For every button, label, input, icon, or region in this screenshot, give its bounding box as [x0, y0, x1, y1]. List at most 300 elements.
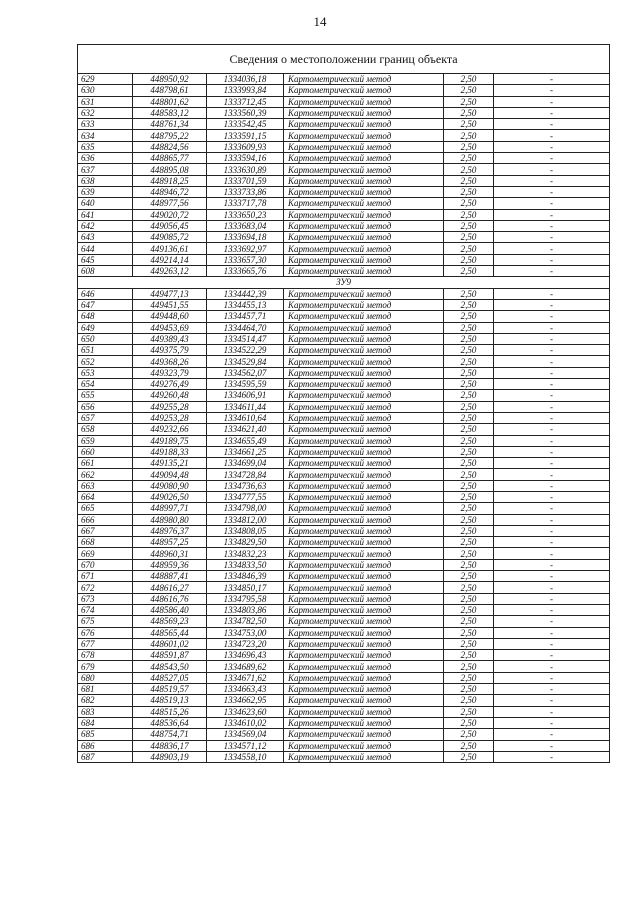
method-cell: Картометрический метод	[284, 582, 444, 593]
table-row	[78, 446, 610, 457]
x-coordinate-cell: 449026,50	[133, 491, 207, 502]
y-coordinate-cell: 1334571,12	[207, 740, 284, 751]
description-cell: -	[494, 469, 610, 480]
x-coordinate-cell: 448616,76	[133, 593, 207, 604]
y-coordinate-cell: 1333665,76	[207, 266, 284, 277]
point-number-cell: 655	[78, 390, 133, 401]
method-cell: Картометрический метод	[284, 604, 444, 615]
x-coordinate-cell: 448903,19	[133, 751, 207, 762]
description-cell: -	[494, 254, 610, 265]
description-cell: -	[494, 412, 610, 423]
table-row	[78, 650, 610, 661]
accuracy-cell: 2,50	[444, 717, 494, 728]
y-coordinate-cell: 1333733,86	[207, 186, 284, 197]
accuracy-cell: 2,50	[444, 661, 494, 672]
point-number-cell: 686	[78, 740, 133, 751]
point-number-cell: 654	[78, 379, 133, 390]
x-coordinate-cell: 448801,62	[133, 96, 207, 107]
method-cell: Картометрический метод	[284, 85, 444, 96]
point-number-cell: 683	[78, 706, 133, 717]
y-coordinate-cell: 1334562,07	[207, 367, 284, 378]
table-row	[78, 209, 610, 220]
y-coordinate-cell: 1334795,58	[207, 593, 284, 604]
description-cell: -	[494, 356, 610, 367]
point-number-cell: 651	[78, 345, 133, 356]
accuracy-cell: 2,50	[444, 186, 494, 197]
description-cell: -	[494, 537, 610, 548]
accuracy-cell: 2,50	[444, 684, 494, 695]
x-coordinate-cell: 448515,26	[133, 706, 207, 717]
accuracy-cell: 2,50	[444, 638, 494, 649]
description-cell: -	[494, 650, 610, 661]
point-number-cell: 631	[78, 96, 133, 107]
point-number-cell: 647	[78, 299, 133, 310]
x-coordinate-cell: 448960,31	[133, 548, 207, 559]
accuracy-cell: 2,50	[444, 153, 494, 164]
table-row	[78, 85, 610, 96]
accuracy-cell: 2,50	[444, 435, 494, 446]
point-number-cell: 687	[78, 751, 133, 762]
point-number-cell: 634	[78, 130, 133, 141]
x-coordinate-cell: 448976,37	[133, 525, 207, 536]
x-coordinate-cell: 448946,72	[133, 186, 207, 197]
table-row	[78, 254, 610, 265]
x-coordinate-cell: 448836,17	[133, 740, 207, 751]
table-row	[78, 751, 610, 762]
accuracy-cell: 2,50	[444, 333, 494, 344]
point-number-cell: 665	[78, 503, 133, 514]
method-cell: Картометрический метод	[284, 266, 444, 277]
x-coordinate-cell: 448543,50	[133, 661, 207, 672]
table-row	[78, 153, 610, 164]
accuracy-cell: 2,50	[444, 514, 494, 525]
table-row	[78, 243, 610, 254]
description-cell: -	[494, 503, 610, 514]
table-row	[78, 638, 610, 649]
accuracy-cell: 2,50	[444, 379, 494, 390]
method-cell: Картометрический метод	[284, 74, 444, 85]
x-coordinate-cell: 448798,61	[133, 85, 207, 96]
y-coordinate-cell: 1334569,04	[207, 729, 284, 740]
description-cell: -	[494, 695, 610, 706]
accuracy-cell: 2,50	[444, 729, 494, 740]
method-cell: Картометрический метод	[284, 232, 444, 243]
method-cell: Картометрический метод	[284, 164, 444, 175]
accuracy-cell: 2,50	[444, 616, 494, 627]
method-cell: Картометрический метод	[284, 367, 444, 378]
description-cell: -	[494, 751, 610, 762]
description-cell: -	[494, 153, 610, 164]
accuracy-cell: 2,50	[444, 458, 494, 469]
y-coordinate-cell: 1334689,62	[207, 661, 284, 672]
description-cell: -	[494, 672, 610, 683]
table-row	[78, 424, 610, 435]
description-cell: -	[494, 379, 610, 390]
x-coordinate-cell: 449094,48	[133, 469, 207, 480]
accuracy-cell: 2,50	[444, 627, 494, 638]
description-cell: -	[494, 424, 610, 435]
method-cell: Картометрический метод	[284, 672, 444, 683]
accuracy-cell: 2,50	[444, 571, 494, 582]
method-cell: Картометрический метод	[284, 525, 444, 536]
point-number-cell: 650	[78, 333, 133, 344]
point-number-cell: 630	[78, 85, 133, 96]
y-coordinate-cell: 1333712,45	[207, 96, 284, 107]
table-row	[78, 175, 610, 186]
accuracy-cell: 2,50	[444, 491, 494, 502]
table-row	[78, 356, 610, 367]
accuracy-cell: 2,50	[444, 141, 494, 152]
description-cell: -	[494, 209, 610, 220]
method-cell: Картометрический метод	[284, 458, 444, 469]
table-row	[78, 627, 610, 638]
table-row	[78, 458, 610, 469]
point-number-cell: 632	[78, 107, 133, 118]
y-coordinate-cell: 1334699,04	[207, 458, 284, 469]
method-cell: Картометрический метод	[284, 254, 444, 265]
x-coordinate-cell: 449020,72	[133, 209, 207, 220]
point-number-cell: 660	[78, 446, 133, 457]
point-number-cell: 659	[78, 435, 133, 446]
accuracy-cell: 2,50	[444, 751, 494, 762]
y-coordinate-cell: 1333560,39	[207, 107, 284, 118]
accuracy-cell: 2,50	[444, 525, 494, 536]
point-number-cell: 671	[78, 571, 133, 582]
point-number-cell: 681	[78, 684, 133, 695]
method-cell: Картометрический метод	[284, 503, 444, 514]
y-coordinate-cell: 1333594,16	[207, 153, 284, 164]
y-coordinate-cell: 1334671,62	[207, 672, 284, 683]
y-coordinate-cell: 1334812,00	[207, 514, 284, 525]
table-row	[78, 412, 610, 423]
accuracy-cell: 2,50	[444, 469, 494, 480]
x-coordinate-cell: 448918,25	[133, 175, 207, 186]
x-coordinate-cell: 448527,05	[133, 672, 207, 683]
accuracy-cell: 2,50	[444, 322, 494, 333]
x-coordinate-cell: 448536,64	[133, 717, 207, 728]
point-number-cell: 675	[78, 616, 133, 627]
x-coordinate-cell: 449214,14	[133, 254, 207, 265]
accuracy-cell: 2,50	[444, 164, 494, 175]
accuracy-cell: 2,50	[444, 650, 494, 661]
table-title: Сведения о местоположении границ объекта	[78, 45, 610, 74]
method-cell: Картометрический метод	[284, 616, 444, 627]
point-number-cell: 663	[78, 480, 133, 491]
y-coordinate-cell: 1334457,71	[207, 311, 284, 322]
y-coordinate-cell: 1334728,84	[207, 469, 284, 480]
y-coordinate-cell: 1334782,50	[207, 616, 284, 627]
table-row	[78, 559, 610, 570]
point-number-cell: 670	[78, 559, 133, 570]
description-cell: -	[494, 446, 610, 457]
y-coordinate-cell: 1333717,78	[207, 198, 284, 209]
x-coordinate-cell: 449189,75	[133, 435, 207, 446]
y-coordinate-cell: 1334850,17	[207, 582, 284, 593]
table-row	[78, 288, 610, 299]
description-cell: -	[494, 740, 610, 751]
method-cell: Картометрический метод	[284, 661, 444, 672]
description-cell: -	[494, 322, 610, 333]
x-coordinate-cell: 449136,61	[133, 243, 207, 254]
y-coordinate-cell: 1333683,04	[207, 220, 284, 231]
accuracy-cell: 2,50	[444, 232, 494, 243]
description-cell: -	[494, 627, 610, 638]
point-number-cell: 661	[78, 458, 133, 469]
method-cell: Картометрический метод	[284, 175, 444, 186]
method-cell: Картометрический метод	[284, 141, 444, 152]
method-cell: Картометрический метод	[284, 435, 444, 446]
description-cell: -	[494, 130, 610, 141]
x-coordinate-cell: 448591,87	[133, 650, 207, 661]
description-cell: -	[494, 559, 610, 570]
table-row	[78, 220, 610, 231]
x-coordinate-cell: 448616,27	[133, 582, 207, 593]
point-number-cell: 633	[78, 119, 133, 130]
y-coordinate-cell: 1334833,50	[207, 559, 284, 570]
point-number-cell: 673	[78, 593, 133, 604]
point-number-cell: 685	[78, 729, 133, 740]
y-coordinate-cell: 1333657,30	[207, 254, 284, 265]
method-cell: Картометрический метод	[284, 740, 444, 751]
x-coordinate-cell: 448586,40	[133, 604, 207, 615]
point-number-cell: 644	[78, 243, 133, 254]
y-coordinate-cell: 1334832,23	[207, 548, 284, 559]
table-row	[78, 740, 610, 751]
description-cell: -	[494, 458, 610, 469]
y-coordinate-cell: 1334808,05	[207, 525, 284, 536]
accuracy-cell: 2,50	[444, 548, 494, 559]
x-coordinate-cell: 448601,02	[133, 638, 207, 649]
table-row	[78, 367, 610, 378]
accuracy-cell: 2,50	[444, 367, 494, 378]
y-coordinate-cell: 1333692,97	[207, 243, 284, 254]
method-cell: Картометрический метод	[284, 220, 444, 231]
accuracy-cell: 2,50	[444, 390, 494, 401]
description-cell: -	[494, 220, 610, 231]
description-cell: -	[494, 548, 610, 559]
method-cell: Картометрический метод	[284, 650, 444, 661]
description-cell: -	[494, 684, 610, 695]
description-cell: -	[494, 593, 610, 604]
point-number-cell: 658	[78, 424, 133, 435]
y-coordinate-cell: 1333630,89	[207, 164, 284, 175]
y-coordinate-cell: 1334736,63	[207, 480, 284, 491]
x-coordinate-cell: 448977,56	[133, 198, 207, 209]
accuracy-cell: 2,50	[444, 299, 494, 310]
accuracy-cell: 2,50	[444, 254, 494, 265]
x-coordinate-cell: 448959,36	[133, 559, 207, 570]
x-coordinate-cell: 449188,33	[133, 446, 207, 457]
description-cell: -	[494, 186, 610, 197]
y-coordinate-cell: 1334464,70	[207, 322, 284, 333]
method-cell: Картометрический метод	[284, 186, 444, 197]
y-coordinate-cell: 1334514,47	[207, 333, 284, 344]
description-cell: -	[494, 571, 610, 582]
y-coordinate-cell: 1333650,23	[207, 209, 284, 220]
x-coordinate-cell: 449253,28	[133, 412, 207, 423]
accuracy-cell: 2,50	[444, 537, 494, 548]
table-row	[78, 503, 610, 514]
description-cell: -	[494, 198, 610, 209]
table-row	[78, 706, 610, 717]
description-cell: -	[494, 266, 610, 277]
point-number-cell: 679	[78, 661, 133, 672]
accuracy-cell: 2,50	[444, 74, 494, 85]
point-number-cell: 684	[78, 717, 133, 728]
x-coordinate-cell: 449255,28	[133, 401, 207, 412]
accuracy-cell: 2,50	[444, 424, 494, 435]
table-row	[78, 74, 610, 85]
accuracy-cell: 2,50	[444, 412, 494, 423]
y-coordinate-cell: 1334522,29	[207, 345, 284, 356]
x-coordinate-cell: 448950,92	[133, 74, 207, 85]
point-number-cell: 668	[78, 537, 133, 548]
description-cell: -	[494, 85, 610, 96]
x-coordinate-cell: 449276,49	[133, 379, 207, 390]
description-cell: -	[494, 74, 610, 85]
method-cell: Картометрический метод	[284, 311, 444, 322]
method-cell: Картометрический метод	[284, 209, 444, 220]
description-cell: -	[494, 367, 610, 378]
y-coordinate-cell: 1333701,59	[207, 175, 284, 186]
method-cell: Картометрический метод	[284, 571, 444, 582]
y-coordinate-cell: 1334846,39	[207, 571, 284, 582]
accuracy-cell: 2,50	[444, 209, 494, 220]
table-row	[78, 390, 610, 401]
x-coordinate-cell: 449453,69	[133, 322, 207, 333]
accuracy-cell: 2,50	[444, 559, 494, 570]
method-cell: Картометрический метод	[284, 559, 444, 570]
x-coordinate-cell: 448565,44	[133, 627, 207, 638]
point-number-cell: 639	[78, 186, 133, 197]
method-cell: Картометрический метод	[284, 412, 444, 423]
y-coordinate-cell: 1334558,10	[207, 751, 284, 762]
accuracy-cell: 2,50	[444, 311, 494, 322]
x-coordinate-cell: 449389,43	[133, 333, 207, 344]
table-row	[78, 684, 610, 695]
method-cell: Картометрический метод	[284, 288, 444, 299]
description-cell: -	[494, 107, 610, 118]
x-coordinate-cell: 448957,25	[133, 537, 207, 548]
table-row	[78, 582, 610, 593]
y-coordinate-cell: 1334611,44	[207, 401, 284, 412]
point-number-cell: 641	[78, 209, 133, 220]
point-number-cell: 648	[78, 311, 133, 322]
table-row	[78, 593, 610, 604]
description-cell: -	[494, 491, 610, 502]
method-cell: Картометрический метод	[284, 751, 444, 762]
table-row	[78, 729, 610, 740]
table-row	[78, 333, 610, 344]
method-cell: Картометрический метод	[284, 706, 444, 717]
accuracy-cell: 2,50	[444, 356, 494, 367]
description-cell: -	[494, 232, 610, 243]
y-coordinate-cell: 1334663,43	[207, 684, 284, 695]
y-coordinate-cell: 1334829,50	[207, 537, 284, 548]
table-row	[78, 232, 610, 243]
method-cell: Картометрический метод	[284, 480, 444, 491]
point-number-cell: 636	[78, 153, 133, 164]
method-cell: Картометрический метод	[284, 717, 444, 728]
y-coordinate-cell: 1334661,25	[207, 446, 284, 457]
description-cell: -	[494, 616, 610, 627]
x-coordinate-cell: 449448,60	[133, 311, 207, 322]
method-cell: Картометрический метод	[284, 491, 444, 502]
point-number-cell: 635	[78, 141, 133, 152]
method-cell: Картометрический метод	[284, 729, 444, 740]
table-row	[78, 435, 610, 446]
description-cell: -	[494, 514, 610, 525]
accuracy-cell: 2,50	[444, 119, 494, 130]
accuracy-cell: 2,50	[444, 288, 494, 299]
description-cell: -	[494, 175, 610, 186]
description-cell: -	[494, 717, 610, 728]
accuracy-cell: 2,50	[444, 198, 494, 209]
point-number-cell: 680	[78, 672, 133, 683]
point-number-cell: 669	[78, 548, 133, 559]
method-cell: Картометрический метод	[284, 424, 444, 435]
table-row	[78, 322, 610, 333]
y-coordinate-cell: 1334655,49	[207, 435, 284, 446]
x-coordinate-cell: 448887,41	[133, 571, 207, 582]
y-coordinate-cell: 1334442,39	[207, 288, 284, 299]
description-cell: -	[494, 390, 610, 401]
y-coordinate-cell: 1333542,45	[207, 119, 284, 130]
table-row	[78, 96, 610, 107]
description-cell: -	[494, 243, 610, 254]
x-coordinate-cell: 449368,26	[133, 356, 207, 367]
table-row	[78, 717, 610, 728]
table-row	[78, 480, 610, 491]
description-cell: -	[494, 525, 610, 536]
x-coordinate-cell: 449263,12	[133, 266, 207, 277]
point-number-cell: 649	[78, 322, 133, 333]
point-number-cell: 657	[78, 412, 133, 423]
description-cell: -	[494, 311, 610, 322]
accuracy-cell: 2,50	[444, 706, 494, 717]
accuracy-cell: 2,50	[444, 85, 494, 96]
x-coordinate-cell: 449056,45	[133, 220, 207, 231]
point-number-cell: 682	[78, 695, 133, 706]
y-coordinate-cell: 1334723,20	[207, 638, 284, 649]
y-coordinate-cell: 1333694,18	[207, 232, 284, 243]
y-coordinate-cell: 1334606,91	[207, 390, 284, 401]
method-cell: Картометрический метод	[284, 243, 444, 254]
point-number-cell: 667	[78, 525, 133, 536]
method-cell: Картометрический метод	[284, 593, 444, 604]
y-coordinate-cell: 1334623,60	[207, 706, 284, 717]
y-coordinate-cell: 1334621,40	[207, 424, 284, 435]
y-coordinate-cell: 1334595,59	[207, 379, 284, 390]
description-cell: -	[494, 119, 610, 130]
accuracy-cell: 2,50	[444, 695, 494, 706]
description-cell: -	[494, 435, 610, 446]
description-cell: -	[494, 638, 610, 649]
x-coordinate-cell: 448519,13	[133, 695, 207, 706]
description-cell: -	[494, 661, 610, 672]
table-row	[78, 186, 610, 197]
x-coordinate-cell: 448997,71	[133, 503, 207, 514]
method-cell: Картометрический метод	[284, 130, 444, 141]
accuracy-cell: 2,50	[444, 480, 494, 491]
description-cell: -	[494, 729, 610, 740]
point-number-cell: 666	[78, 514, 133, 525]
point-number-cell: 676	[78, 627, 133, 638]
section-label: ЗУ9	[78, 277, 610, 288]
x-coordinate-cell: 448980,80	[133, 514, 207, 525]
table-row	[78, 695, 610, 706]
table-row	[78, 525, 610, 536]
